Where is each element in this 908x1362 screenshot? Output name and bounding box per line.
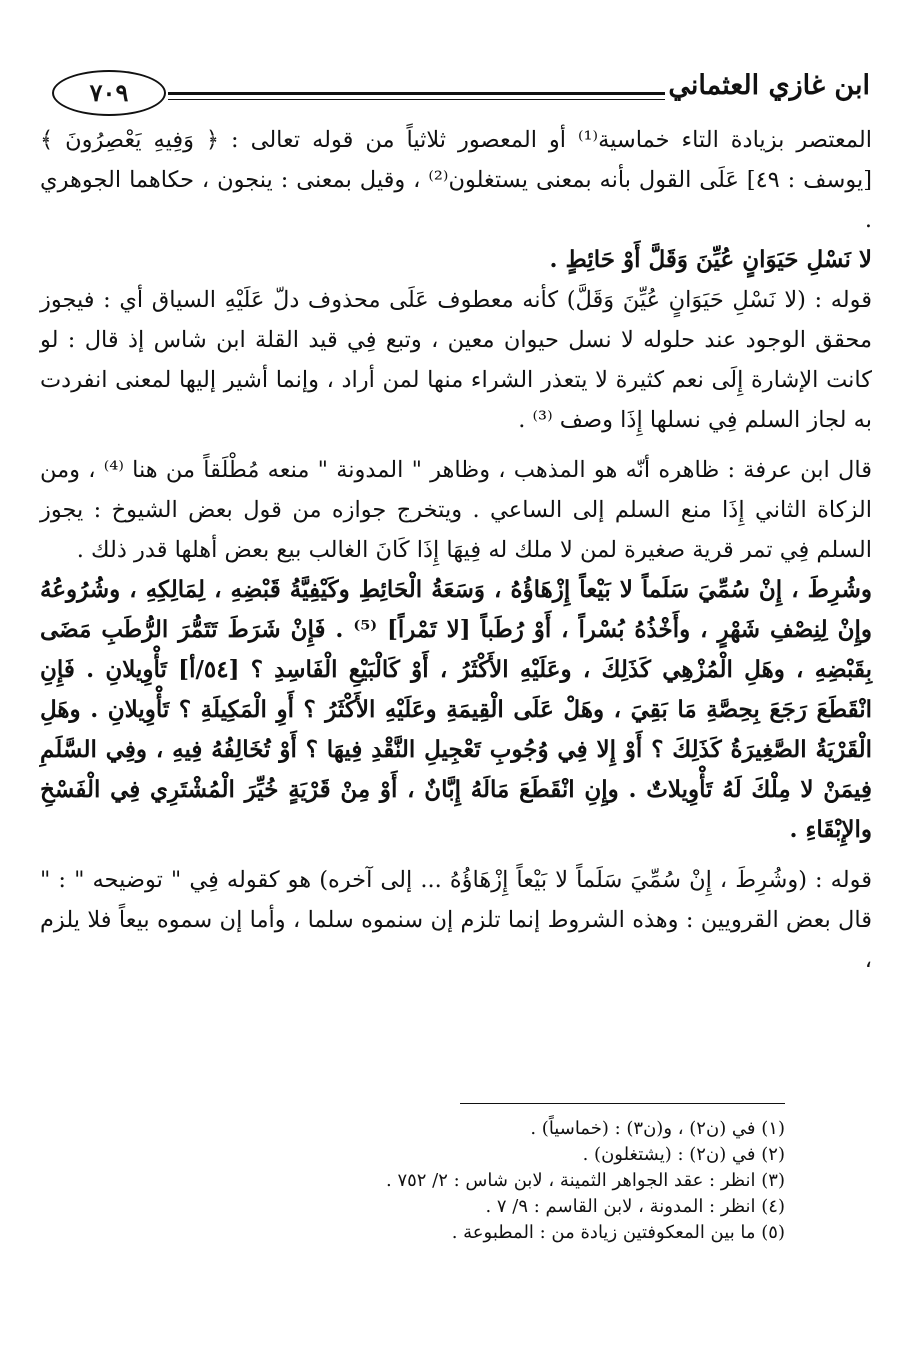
commentary-paragraph: قوله : (لا نَسْلِ حَيَوَانٍ عُيِّنَ وَقَلَّ) كأنه معطوف عَلَى محذوف دلّ عَلَيْهِ السياق أي : فيجوز محقق الوجود عند حلوله لا نسل حيوان معين ، وتبع فِي قيد القلة ابن شاس إذ قال : لو كانت الإشارة إِلَى نعم كثيرة لا يتعذر الشراء منها لمن أراد ، وإنما أشير إليها لمعنى انفردت به لجاز السلم فِي نسلها إِذَا وصف ⁽³⁾ . [40, 287, 872, 433]
page-number: ٧٠٩ [52, 70, 166, 116]
footnote-separator [460, 1103, 785, 1104]
matn-text: وشُرِطَ ، إِنْ سُمِّيَ سَلَماً لا بَيْعاً إِزْهَاؤُهُ ، وَسَعَةُ الْحَائِطِ وكَيْفِيَّةُ قَبْضِهِ ، لِمَالِكِهِ ، وشُرُوعُهُ وإِنْ لِنِصْفِ شَهْرٍ ، وأَخْذُهُ بُسْراً ، أَوْ رُطَباً [لا تَمْراً] ⁽⁵⁾ . فَإِنْ شَرَطَ تَتَمُّرَ الرُّطَبِ مَضَى بِقَبْضِهِ ، وهَلِ الْمُزْهِي كَذَلِكَ ، وعَلَيْهِ الأَكْثَرُ ، أَوْ كَالْبَيْعِ الْفَاسِدِ ؟ [٥٤/أ] تَأْوِيلانِ . فَإِنِ انْقَطَعَ رَجَعَ بِحِصَّةِ مَا بَقِيَ ، وهَلْ عَلَى الْقِيمَةِ وعَلَيْهِ الأَكْثَرُ ؟ أَوِ الْمَكِيلَةِ ؟ تَأْوِيلانِ . وهَلِ الْقَرْيَةُ الصَّغِيرَةُ كَذَلِكَ ؟ أَوْ إِلا فِي وُجُوبِ تَعْجِيلِ النَّقْدِ فِيهَا ؟ أَوْ تُخَالِفُهُ فِيهِ ، وفِي السَّلَمِ فِيمَنْ لا مِلْكَ لَهُ تَأْوِيلاتٌ . وإِنِ انْقَطَعَ مَالَهُ إِبَّانٌ ، أَوْ مِنْ قَرْيَةٍ خُيِّرَ الْمُشْتَرِي فِي الْفَسْخِ والإِبْقَاءِ . [40, 576, 872, 843]
header-rule [168, 92, 665, 100]
footnote: (٢) في (ن٢) : (يشتغلون) . [582, 1144, 785, 1165]
footnotes [185, 1116, 785, 1246]
footnote: (٥) ما بين المعكوفتين زيادة من : المطبوعة . [451, 1222, 785, 1243]
matn-text: لا نَسْلِ حَيَوَانٍ عُيِّنَ وَقَلَّ أَوْ حَائِطٍ . [549, 246, 872, 273]
footnote: (٤) انظر : المدونة ، لابن القاسم : ٩/ ٧ . [485, 1196, 785, 1217]
main-text [40, 120, 872, 980]
footnote: (١) في (ن٢) ، و(ن٣) : (خماسياً) . [530, 1118, 785, 1139]
commentary-paragraph: قوله : (وشُرِطَ ، إِنْ سُمِّيَ سَلَماً لا بَيْعاً إِزْهَاؤُهُ ... إلى آخره) هو كقوله فِي " توضيحه " : " قال بعض القرويين : وهذه الشروط إنما تلزم إن سنموه سلما ، وأما إن سموه بيعاً فلا يلزم ، [40, 867, 872, 973]
page-header [40, 62, 870, 120]
commentary-paragraph: المعتصر بزيادة التاء خماسية⁽¹⁾ أو المعصور ثلاثياً من قوله تعالى : ﴿ وَفِيهِ يَعْصِرُونَ ﴾ [يوسف : ٤٩] عَلَى القول بأنه بمعنى يستغلون⁽²⁾ ، وقيل بمعنى : ينجون ، حكاهما الجوهري . [40, 127, 873, 233]
running-title: ابن غازي العثماني [668, 70, 870, 101]
footnote: (٣) انظر : عقد الجواهر الثمينة ، لابن شاس : ٢/ ٧٥٢ . [385, 1170, 785, 1191]
commentary-paragraph: قال ابن عرفة : ظاهره أنّه هو المذهب ، وظاهر " المدونة " منعه مُطْلَقاً من هنا ⁽⁴⁾ ، ومن الزكاة الثاني إِذَا منع السلم إلى الساعي . ويتخرج جوازه من قول بعض الشيوخ : يجوز السلم فِي تمر قرية صغيرة لمن لا ملك له فِيهَا إِذَا كَانَ الغالب بيع بعض أهلها قدر ذلك . [40, 457, 873, 563]
